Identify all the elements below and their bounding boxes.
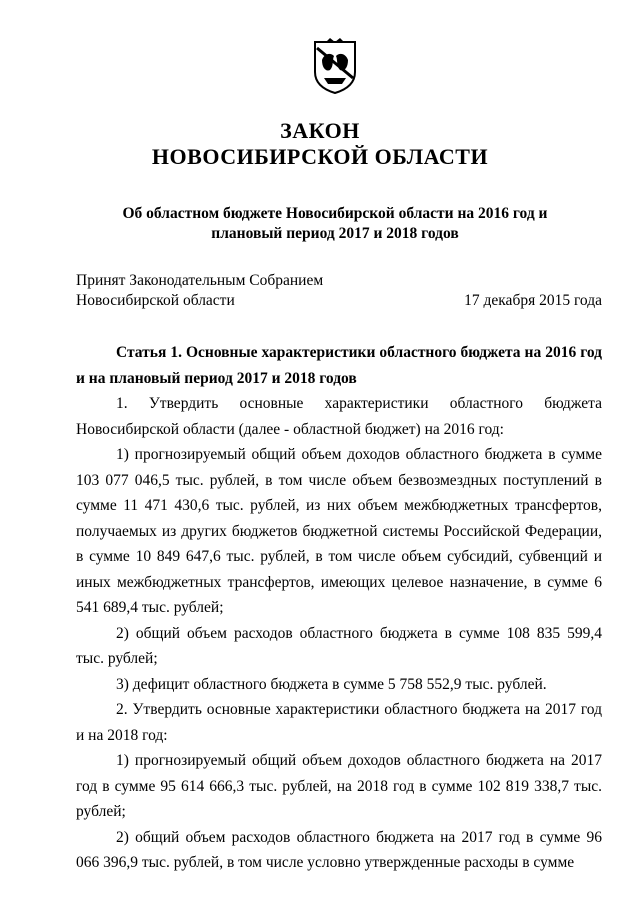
- paragraph: 1) прогнозируемый общий объем доходов областного бюджета на 2017 год в сумме 95 614 666,3 тыс. рублей, на 2018 год в сумме 102 819 338,7 тыс. рублей;: [76, 752, 602, 820]
- law-subject: Об областном бюджете Новосибирской области на 2016 год и плановый период 2017 и 2018 годов: [122, 205, 548, 242]
- coat-of-arms-icon: [312, 38, 358, 94]
- adoption-info: [76, 271, 323, 311]
- adoption-line-2: Новосибирской области: [76, 292, 235, 309]
- paragraph: 2) общий объем расходов областного бюджета на 2017 год в сумме 96 066 396,9 тыс. рублей, в том числе условно утвержденные расходы в сумме: [76, 828, 602, 871]
- paragraph: 3) дефицит областного бюджета в сумме 5 758 552,9 тыс. рублей.: [116, 675, 547, 693]
- region-title: НОВОСИБИРСКОЙ ОБЛАСТИ: [151, 144, 489, 169]
- article-body: [76, 340, 602, 876]
- adoption-line-1: Принят Законодательным Собранием: [76, 272, 324, 289]
- law-title: ЗАКОН: [280, 118, 360, 143]
- adoption-date: 17 декабря 2015 года: [464, 292, 602, 309]
- paragraph: 1. Утвердить основные характеристики областного бюджета Новосибирской области (далее - областной бюджет) на 2016 год:: [76, 395, 602, 438]
- paragraph: 2) общий объем расходов областного бюджета в сумме 108 835 599,4 тыс. рублей;: [76, 624, 602, 667]
- paragraph: 2. Утвердить основные характеристики областного бюджета на 2017 год и на 2018 год:: [76, 701, 602, 744]
- paragraph: 1) прогнозируемый общий объем доходов областного бюджета в сумме 103 077 046,5 тыс. рублей, в том числе объем безвозмездных поступлений в сумме 11 471 430,6 тыс. рублей, из них объем межбюджетных трансфертов, получаемых из других бюджетов бюджетной системы Российской Федерации, в сумме 10 849 647,6 тыс. рублей, в том числе объем субсидий, субвенций и иных межбюджетных трансфертов, имеющих целевое назначение, в сумме 6 541 689,4 тыс. рублей;: [76, 446, 602, 616]
- article-heading: Статья 1. Основные характеристики областного бюджета на 2016 год и на плановый период 2017 и 2018 годов: [76, 344, 602, 387]
